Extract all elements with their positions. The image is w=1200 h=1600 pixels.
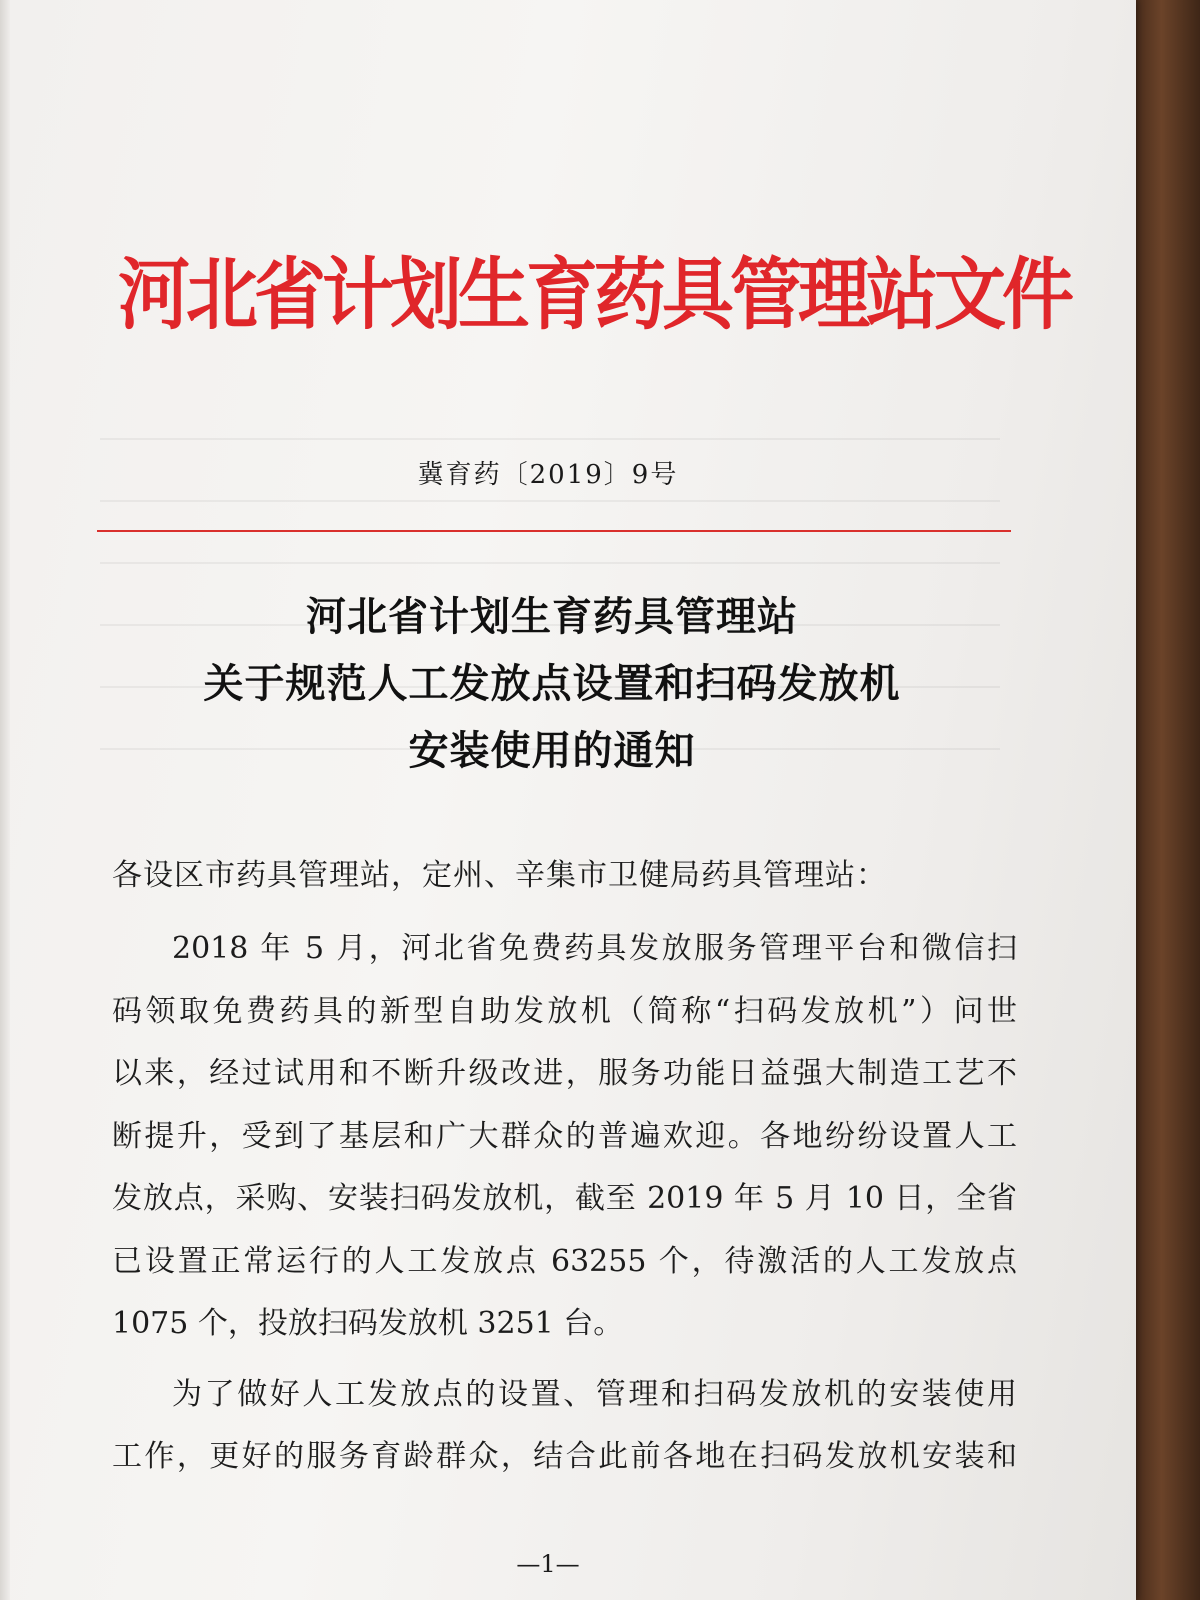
red-separator-line [97,530,1011,532]
paragraph-2-line-2: 工作，更好的服务育龄群众，结合此前各地在扫码发放机安装和 [112,1439,1017,1474]
paragraph-2-line-1: 为了做好人工发放点的设置、管理和扫码发放机的安装使用 [172,1376,1017,1412]
paragraph-1-line-5: 发放点，采购、安装扫码发放机，截至 2019 年 5 月 10 日，全省 [112,1181,1017,1216]
salutation: 各设区市药具管理站，定州、辛集市卫健局药具管理站： [112,858,887,893]
document-header: 河北省计划生育药具管理站文件 [118,248,1071,340]
title-line-3: 安装使用的通知 [408,728,696,774]
paragraph-1-line-2: 码领取免费药具的新型自助发放机（简称“扫码发放机”）问世 [112,993,1017,1029]
body-text [112,918,1017,1489]
paragraph-2 [112,1364,1017,1489]
paragraph-1-line-4: 断提升，受到了基层和广大群众的普遍欢迎。各地纷纷设置人工 [112,1118,1017,1154]
page-edge-shadow [0,0,10,1600]
paragraph-1 [112,918,1017,1356]
paragraph-1-line-3: 以来，经过试用和不断升级改进，服务功能日益强大制造工艺不 [112,1056,1017,1091]
paragraph-1-line-1: 2018 年 5 月，河北省免费药具发放服务管理平台和微信扫 [172,931,1017,966]
document-number: 冀育药〔2019〕9号 [417,460,679,490]
document-title [0,584,1136,785]
title-line-2: 关于规范人工发放点设置和扫码发放机 [203,661,901,707]
paragraph-1-line-6: 已设置正常运行的人工发放点 63255 个，待激活的人工发放点 [112,1243,1017,1279]
table-surface [1136,0,1200,1600]
paragraph-1-line-7: 1075 个，投放扫码发放机 3251 台。 [112,1306,624,1341]
page-number: —1— [516,1550,580,1578]
title-line-1: 河北省计划生育药具管理站 [306,594,798,640]
